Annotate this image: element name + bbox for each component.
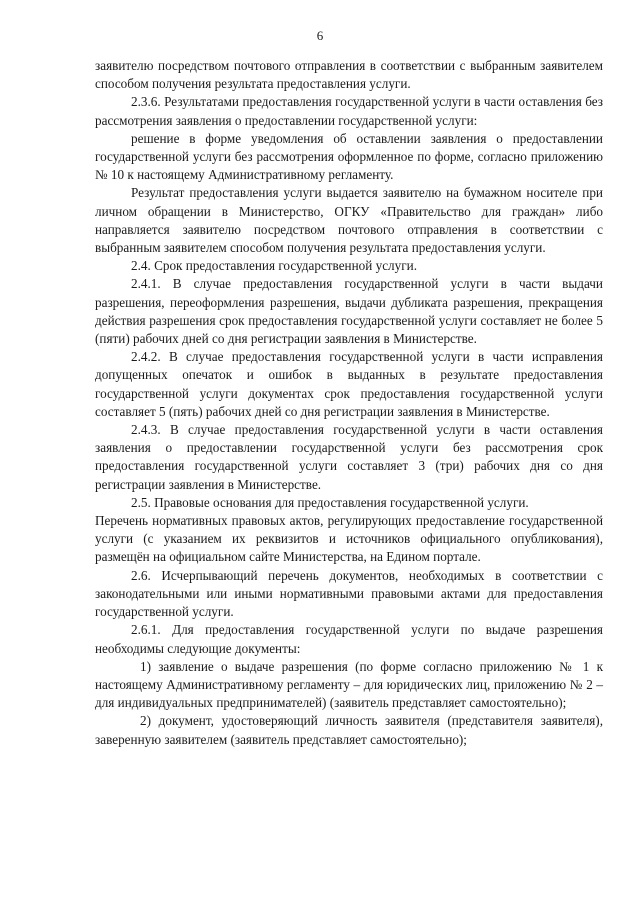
section-heading: 2.4. Срок предоставления государственной услуги. <box>131 258 417 274</box>
document-body <box>95 57 603 749</box>
page-number: 6 <box>316 28 324 43</box>
section-heading: 2.5. Правовые основания для предоставления государственной услуги. <box>131 494 529 510</box>
paragraph: 2.4.3. В случае предоставления государственной услуги в части оставления заявления о предоставлении государственной услуги без рассмотрения срок предоставления государственной услуги составляет 3 (три) рабочих дня со дня регистрации заявления в Министерстве. <box>95 422 603 492</box>
paragraph: 2.4.2. В случае предоставления государственной услуги в части исправления допущенных опечаток и ошибок в выданных в результате предоставления государственной услуги документах срок предоставления государственной услуги составляет 5 (пять) рабочих дней со дня регистрации заявления в Министерстве. <box>95 349 603 419</box>
section-heading: 2.6. Исчерпывающий перечень документов, необходимых в соответствии с законодательными или иными нормативными правовыми актами для предоставления государственной услуги. <box>95 567 603 620</box>
paragraph: Перечень нормативных правовых актов, регулирующих предоставление государственной услуги (с указанием их реквизитов и источников официального опубликования), размещён на официальном сайте Министерства, на Едином портале. <box>95 513 603 565</box>
paragraph: 2.4.1. В случае предоставления государственной услуги в части выдачи разрешения, переоформления разрешения, выдачи дубликата разрешения, прекращения действия разрешения срок предоставления государственной услуги составляет не более 5 (пяти) рабочих дней со дня регистрации заявления в Министерстве. <box>95 276 603 347</box>
paragraph: 2.6.1. Для предоставления государственной услуги по выдаче разрешения необходимы следующие документы: <box>95 622 603 656</box>
paragraph: Результат предоставления услуги выдается заявителю на бумажном носителе при личном обращении в Министерство, ОГКУ «Правительство для граждан» либо направляется заявителю посредством почтового отправления в соответствии с выбранным заявителем способом получения результата предоставления услуги. <box>95 185 603 256</box>
list-item: 1) заявление о выдаче разрешения (по форме согласно приложению № 1 к настоящему Административному регламенту – для юридических лиц, приложению № 2 – для индивидуальных предпринимателей) (заявитель представляет самостоятельно); <box>95 658 603 711</box>
paragraph: заявителю посредством почтового отправления в соответствии с выбранным заявителем способом получения результата предоставления услуги. <box>95 58 603 92</box>
paragraph: решение в форме уведомления об оставлении заявления о предоставлении государственной услуги без рассмотрения оформленное по форме, согласно приложению № 10 к настоящему Административному регламенту. <box>95 130 603 183</box>
paragraph: 2.3.6. Результатами предоставления государственной услуги в части оставления без рассмотрения заявления о предоставлении государственной услуги: <box>95 94 603 128</box>
list-item: 2) документ, удостоверяющий личность заявителя (представителя заявителя), заверенную заявителем (заявитель представляет самостоятельно); <box>95 713 603 747</box>
